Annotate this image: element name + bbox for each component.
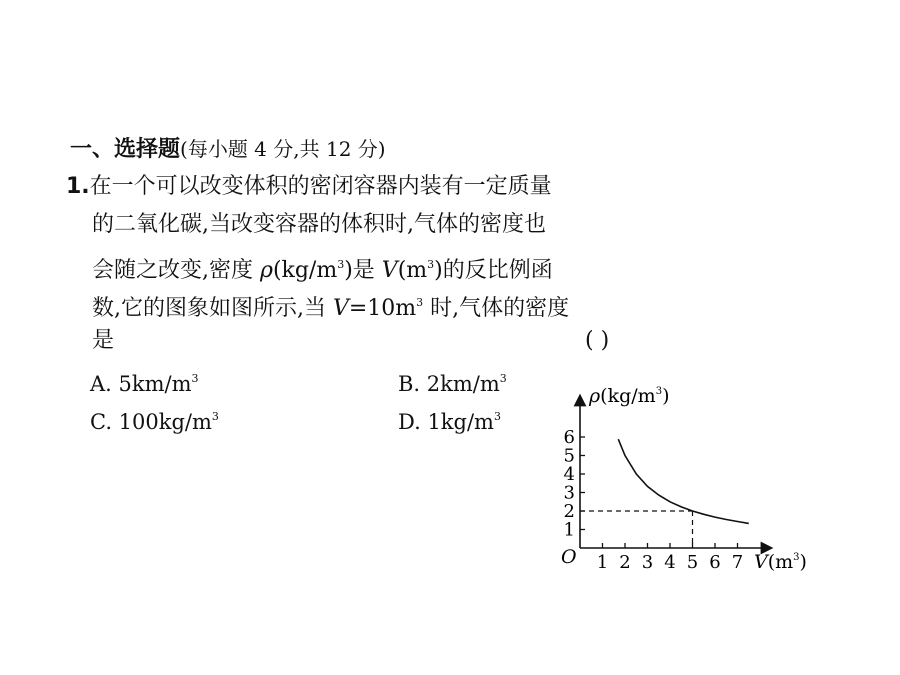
q3-text-c: )是	[344, 258, 382, 283]
y-tick-label: 6	[563, 427, 575, 448]
x-tick-label: 4	[664, 552, 676, 573]
option-a-label: A. 5km/m	[90, 372, 192, 396]
option-b[interactable]	[398, 364, 507, 399]
x-tick-label: 5	[686, 552, 699, 573]
q3-text-b: (kg/m	[272, 258, 338, 283]
option-c-label: C. 100kg/m	[90, 410, 212, 434]
q4-text-b: =10m	[348, 296, 417, 321]
q4-text-c: 时,气体的密度	[423, 296, 570, 321]
section-title	[70, 134, 386, 165]
option-d-sup: 3	[493, 410, 501, 423]
option-c-sup: 3	[211, 410, 219, 423]
question-line-3	[92, 250, 553, 286]
q3-sup2: 3	[427, 258, 435, 271]
question-line-5: 是	[92, 328, 115, 353]
v-symbol: V	[381, 258, 398, 283]
section-note: (每小题 4 分,共 12 分)	[180, 137, 386, 161]
option-a[interactable]	[90, 364, 199, 399]
question-text-1: 在一个可以改变体积的密闭容器内装有一定质量	[89, 174, 552, 199]
x-tick-label: 1	[596, 552, 609, 573]
question-line-1	[66, 172, 552, 202]
option-c[interactable]	[90, 402, 219, 437]
section-heading: 一、选择题	[70, 137, 181, 162]
question-line-4	[92, 288, 569, 324]
y-tick-label: 2	[563, 501, 575, 522]
y-tick-label: 3	[563, 482, 575, 504]
x-axis-label: $V(m^3)$	[754, 551, 807, 573]
rho-symbol: ρ	[260, 258, 273, 283]
v-symbol-2: V	[332, 296, 349, 321]
q3-text-a: 会随之改变,密度	[92, 258, 260, 283]
question-line-2: 的二氧化碳,当改变容器的体积时,气体的密度也	[92, 212, 546, 237]
q3-text-e: )的反比例函	[434, 258, 553, 283]
y-tick-label: 1	[563, 519, 575, 541]
x-tick-label: 2	[619, 552, 631, 573]
answer-parentheses[interactable]: ( )	[585, 328, 610, 353]
option-a-sup: 3	[191, 372, 199, 385]
y-tick-label: 4	[563, 464, 575, 485]
x-tick-label: 6	[709, 552, 721, 573]
q4-sup: 3	[416, 296, 424, 309]
y-axis-label: $\rho(kg/m^3)$	[589, 385, 670, 407]
q3-text-d: (m	[397, 258, 428, 283]
q4-text-a: 数,它的图象如图所示,当	[92, 296, 333, 321]
x-tick-label: 3	[641, 552, 654, 573]
q3-sup: 3	[337, 258, 345, 271]
density-volume-graph	[545, 378, 825, 578]
x-tick-label: 7	[731, 552, 744, 573]
option-b-sup: 3	[499, 372, 507, 385]
origin-label: O	[561, 546, 577, 568]
option-d-label: D. 1kg/m	[398, 410, 494, 434]
option-d[interactable]	[398, 402, 501, 437]
question-number: 1.	[66, 174, 90, 199]
y-tick-label: 5	[563, 445, 575, 467]
option-b-label: B. 2km/m	[398, 372, 500, 396]
